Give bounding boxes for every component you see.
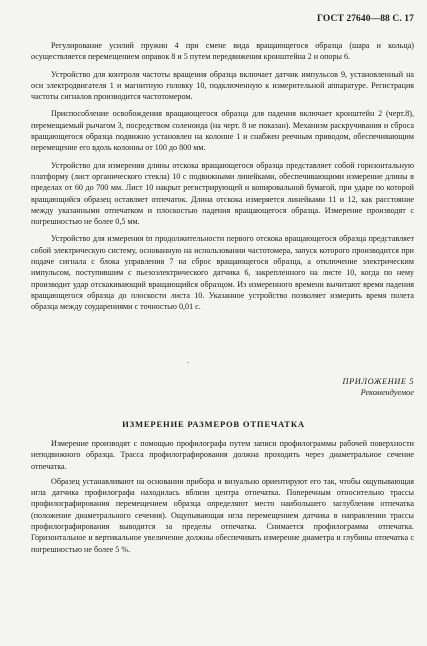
paragraph: Устройство для контроля частоты вращения образца включает датчик импульсов 9, установленный на оси электродвигателя 1 и магнитную головку 10, подключенную к измерительной аппаратуре. Регистрация частоты сигналов производится частотомером. (31, 69, 414, 102)
paragraph: Регулирование усилий пружин 4 при смене вида вращающегося образца (шара и кольца) осуществляется перемещением оправок 8 и 5 путем передвижения кронштейна 2 и опоры 6. (31, 41, 414, 62)
appendix-label: ПРИЛОЖЕНИЕ 5 (342, 377, 414, 386)
section-title: ИЗМЕРЕНИЕ РАЗМЕРОВ ОТПЕЧАТКА (122, 419, 305, 429)
page-header: ГОСТ 27640—88 С. 17 (316, 14, 414, 24)
scan-mark: ˇ (187, 361, 190, 369)
paragraph: Измерение производят с помощью профилографа путем записи профилограммы рабочей поверхности неподвижного образца. Трасса профилографирования должна проходить через диаметральное сечение отпечатка. (31, 439, 414, 471)
paragraph: Устройство для измерения tп продолжительности первого отскока вращающегося образца представляет собой электрическую систему, основанную на использовании частотомера, запуск которого производится при подаче сигнала с блока управления 7 на сброс вращающегося образца, а отключение электрическим импульсом, поступившим с пьезоэлектрического датчика 6, закрепленного на листе 10, когда по нему производит удар отскакивающий вращающийся образцом. Из измеренного времени вычитают время падения вращающегося образца до плоскости листа 10. Указанное устройство позволяет измерить время полета образца между соударениями с точностью 0,01 с. (31, 234, 414, 312)
body-text-lower (31, 438, 414, 559)
appendix-label-block (343, 377, 415, 398)
appendix-sublabel: Рекомендуемое (360, 387, 414, 397)
paragraph: Приспособление освобождения вращающегося образца для падения включает кронштейн 2 (черт.8), перемещаемый рычагом 3, посредством соленоида (на черт. 8 не показан). Механизм раскручивания и сброса вращающегося образца подвижно установлен на колонне 1 и снабжен реечным приводом, обеспечивающим перемещение его вдоль колонны от 100 до 800 мм. (31, 109, 414, 153)
paragraph: Образец устанавливают на основании прибора и визуально ориентируют его так, чтобы ощупывающая игла датчика профилографа находилась вблизи центра отпечатка. Поперечным относительно трассы профилографирования перемещением образца определяют место наибольшего заглубления отпечатка (положение диаметрального сечения). Ощупывающая игла перемещением датчика в направлении трассы профилографирования выводится за пределы отпечатка. Снимается профилограмма отпечатка. Горизонтальное и вертикальное увеличение должны обеспечивать измерение диаметра и глубины отпечатка с погрешностью не более 5 %. (31, 476, 414, 554)
body-text-upper (31, 40, 414, 315)
paragraph: Устройство для измерения длины отскока вращающегося образца представляет собой горизонтальную платформу (лист органического стекла) 10 с подвижными линейками, обеспечивающими измерение длины в пределах от 60 до 700 мм. Лист 10 накрыт регистрирующей и копировальной бумагой, при ударе по которой вращающийся образец оставляет отпечаток. Длина отскока измеряется линейками 11 и 12, как расстояние между указанными отпечатком и плоскостью падения вращающегося образца. Измерение производят с погрешностью не более 0,5 мм. (31, 160, 414, 227)
